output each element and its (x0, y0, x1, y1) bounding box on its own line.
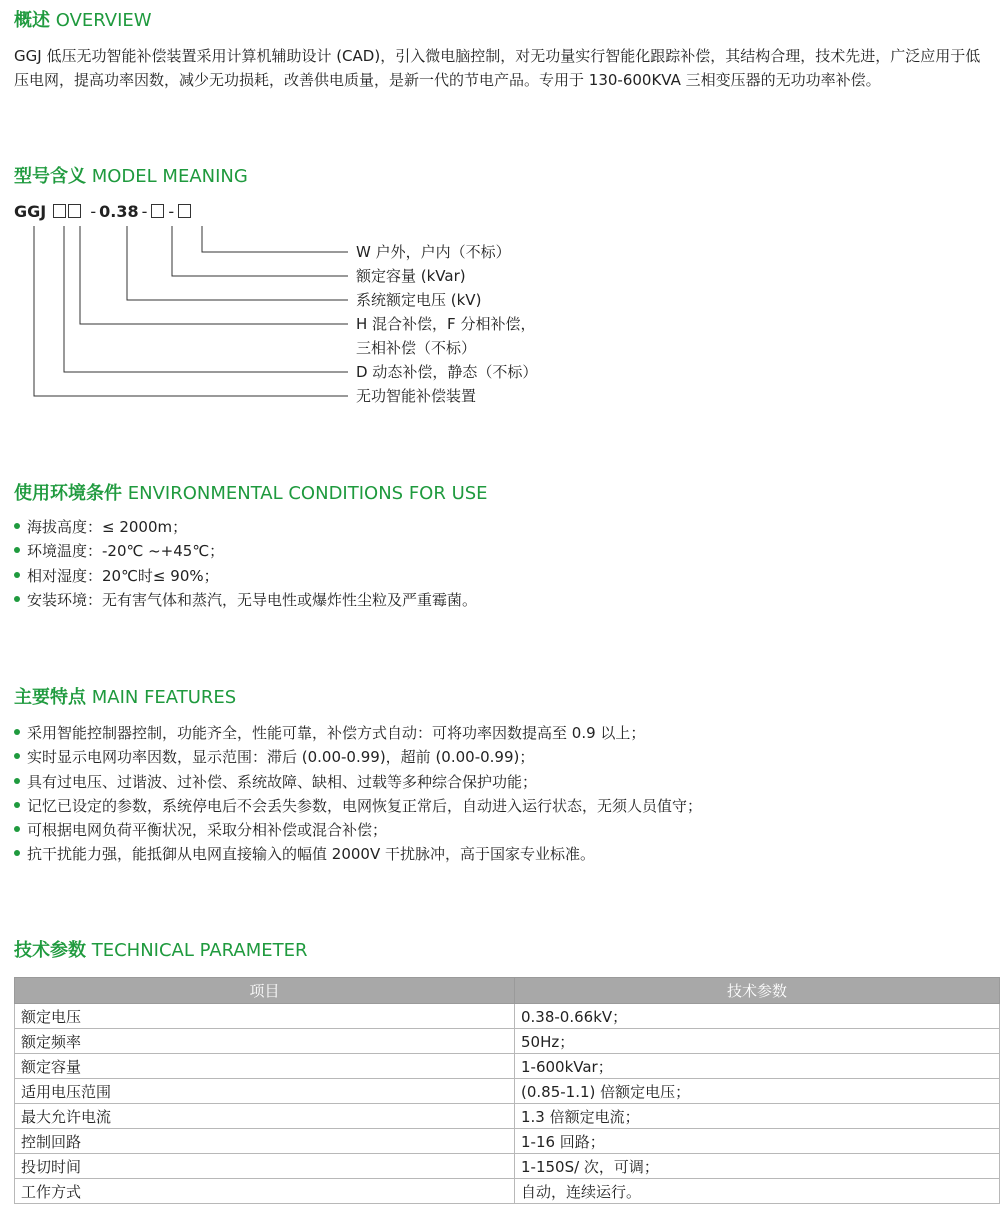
table-row (15, 1154, 1000, 1179)
table-cell-value: (0.85-1.1) 倍额定电压； (515, 1079, 1000, 1104)
table-cell-item: 控制回路 (15, 1129, 515, 1154)
model-title-zh: 型号含义 (14, 166, 86, 187)
model-code-dash: - (141, 202, 148, 221)
list-item: 可根据电网负荷平衡状况，采取分相补偿或混合补偿； (14, 818, 702, 842)
model-code-voltage: 0.38 (99, 202, 139, 221)
technical-title (14, 940, 308, 962)
table-cell-item: 工作方式 (15, 1179, 515, 1204)
table-cell-value: 1-600kVar； (515, 1054, 1000, 1079)
model-title-en: MODEL MEANING (91, 166, 248, 187)
bullet-dot-icon (14, 778, 20, 784)
leader-line-outdoor (202, 226, 348, 252)
table-cell-value: 0.38-0.66kV； (515, 1004, 1000, 1029)
table-cell-item: 额定电压 (15, 1004, 515, 1029)
table-cell-item: 最大允许电流 (15, 1104, 515, 1129)
bullet-dot-icon (14, 753, 20, 759)
leader-line-mode (80, 226, 348, 324)
table-row (15, 1054, 1000, 1079)
environment-title-zh: 使用环境条件 (14, 483, 122, 504)
model-code-dash: - (90, 202, 97, 221)
table-cell-value: 自动，连续运行。 (515, 1179, 1000, 1204)
table-cell-item: 额定频率 (15, 1029, 515, 1054)
overview-title-zh: 概述 (14, 10, 50, 31)
table-cell-value: 1.3 倍额定电流； (515, 1104, 1000, 1129)
list-item: 实时显示电网功率因数，显示范围：滞后 (0.00-0.99)，超前 (0.00-0.99)； (14, 745, 702, 769)
bullet-dot-icon (14, 596, 20, 602)
bullet-dot-icon (14, 826, 20, 832)
list-item: 采用智能控制器控制，功能齐全，性能可靠，补偿方式自动：可将功率因数提高至 0.9 以上； (14, 721, 702, 745)
features-list (14, 721, 702, 867)
model-label-mode: H 混合补偿，F 分相补偿， (356, 315, 536, 333)
leader-line-dynamic (64, 226, 348, 372)
bullet-dot-icon (14, 729, 20, 735)
technical-title-en: TECHNICAL PARAMETER (91, 940, 308, 961)
table-header-value: 技术参数 (515, 978, 1000, 1004)
environment-list (14, 515, 477, 612)
list-item: 安装环境：无有害气体和蒸汽，无导电性或爆炸性尘粒及严重霉菌。 (14, 588, 477, 612)
model-diagram (0, 0, 1000, 420)
list-item: 具有过电压、过谐波、过补偿、系统故障、缺相、过载等多种综合保护功能； (14, 770, 702, 794)
bullet-dot-icon (14, 802, 20, 808)
table-row (15, 1179, 1000, 1204)
bullet-dot-icon (14, 547, 20, 553)
table-cell-value: 50Hz； (515, 1029, 1000, 1054)
list-item: 海拔高度：≤ 2000m； (14, 515, 477, 539)
features-title-zh: 主要特点 (14, 687, 86, 708)
leader-line-voltage (127, 226, 348, 300)
table-header-item: 项目 (15, 978, 515, 1004)
model-code-dash: - (168, 202, 175, 221)
table-header-row (15, 978, 1000, 1004)
model-label-outdoor: W 户外，户内（不标） (356, 243, 511, 261)
table-row (15, 1004, 1000, 1029)
features-title-en: MAIN FEATURES (91, 687, 237, 708)
overview-text: GGJ 低压无功智能补偿装置采用计算机辅助设计 (CAD)，引入微电脑控制，对无功量实行智能化跟踪补偿，其结构合理，技术先进，广泛应用于低压电网，提高功率因数，减少无功损耗，改善供电质量，是新一代的节电产品。专用于 130-600KVA 三相变压器的无功功率补偿。 (14, 47, 981, 89)
leader-line-capacity (172, 226, 348, 276)
model-label-device: 无功智能补偿装置 (356, 387, 477, 405)
model-code-prefix: GGJ (14, 202, 47, 221)
model-label-voltage: 系统额定电压 (kV) (356, 291, 482, 309)
table-row (15, 1079, 1000, 1104)
bullet-dot-icon (14, 572, 20, 578)
table-cell-value: 1-16 回路； (515, 1129, 1000, 1154)
table-cell-item: 投切时间 (15, 1154, 515, 1179)
bullet-dot-icon (14, 850, 20, 856)
list-item: 环境温度：-20℃ ~+45℃； (14, 539, 477, 563)
table-cell-item: 适用电压范围 (15, 1079, 515, 1104)
list-item: 抗干扰能力强，能抵御从电网直接输入的幅值 2000V 干扰脉冲，高于国家专业标准。 (14, 842, 702, 866)
model-label-capacity: 额定容量 (kVar) (356, 267, 466, 285)
table-row (15, 1104, 1000, 1129)
environment-title-en: ENVIRONMENTAL CONDITIONS FOR USE (127, 483, 488, 504)
table-row (15, 1129, 1000, 1154)
list-item: 相对湿度：20℃时≤ 90%； (14, 564, 477, 588)
table-row (15, 1029, 1000, 1054)
model-label-mode-cont: 三相补偿（不标） (356, 339, 477, 357)
technical-title-zh: 技术参数 (14, 940, 86, 961)
parameter-table (14, 977, 1000, 1204)
overview-title-en: OVERVIEW (55, 10, 152, 31)
environment-title (14, 483, 488, 505)
table-cell-item: 额定容量 (15, 1054, 515, 1079)
features-title (14, 687, 236, 709)
bullet-dot-icon (14, 523, 20, 529)
table-cell-value: 1-150S/ 次，可调； (515, 1154, 1000, 1179)
list-item: 记忆已设定的参数，系统停电后不会丢失参数，电网恢复正常后，自动进入运行状态，无须人员值守； (14, 794, 702, 818)
model-label-dynamic: D 动态补偿，静态（不标） (356, 363, 538, 381)
